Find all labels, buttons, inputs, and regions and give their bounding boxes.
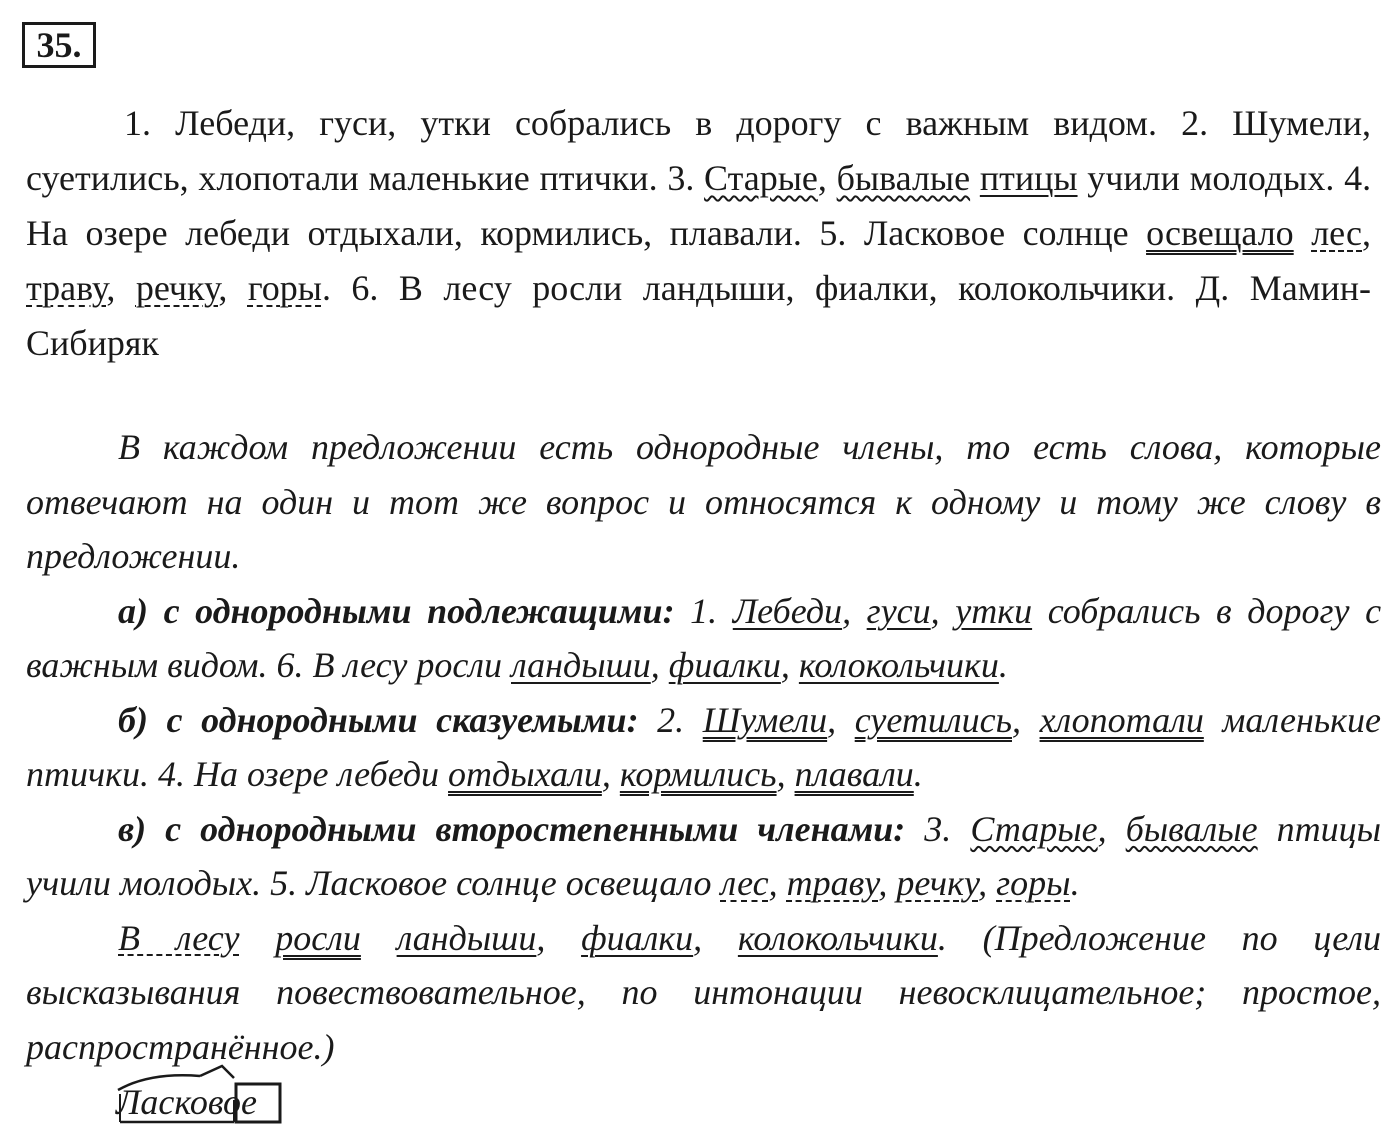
author: Д. Мамин-Сибиряк [26,268,1371,363]
subject-word: фиалки [581,917,694,958]
predicates-label: б) с однородными сказуемыми: [118,699,639,740]
sentence-number: 3. [924,808,952,849]
sentence-number: 1. [690,590,718,631]
predicate-word: отдыхали [448,754,602,794]
predicate-word: кормились [619,754,777,794]
morpheme-marks [110,1064,300,1134]
subject-word: колокольчики [737,917,938,958]
root-arc [118,1075,200,1090]
attribute-word: Старые [704,158,818,198]
intro-paragraph: В каждом предложении есть однородные члены, то есть слова, которые отвечают на один и тот же вопрос и относятся к одному и тому же слову в предложении. [26,427,1381,576]
subject-word: птицы [979,158,1078,198]
object-word: траву [786,863,879,903]
suffix-mark [200,1066,234,1078]
morpheme-analysis [110,1064,300,1134]
subjects-label: а) с однородными подлежащими: [118,590,675,631]
predicate-word: росли [275,917,361,958]
predicate-word: суетились [854,699,1012,740]
secondary-label: в) с однородными второстепенными членами: [118,808,906,849]
object-word: лес [1311,213,1363,253]
subject-word: утки [955,590,1033,631]
adverbial-word: В лесу [118,917,240,958]
predicates-paragraph: б) с однородными сказуемыми: 2. Шумели, суетились, хлопотали маленькие птички. 4. На озере лебеди отдыхали, кормились, плавали. [26,699,1381,794]
object-word: речку [135,268,219,308]
attribute-word: бывалые [836,158,971,198]
text-fragment: маленькие птички. 4. На озере лебеди [26,699,1381,794]
sentence-characteristics: (Предложение по цели высказывания повествовательное, по интонации невосклицательное; простое, распространённое.) [26,917,1382,1067]
subjects-paragraph: а) с однородными подлежащими: 1. Лебеди, гуси, утки собрались в дорогу с важным видом. 6. В лесу росли ландыши, фиалки, колокольчики. [26,590,1382,685]
object-word: лес [720,863,769,903]
sentence-2: 2. Шумели, суетились, хлопотали маленькие птички. [26,103,1371,198]
object-word: горы [996,863,1071,903]
predicate-word: хлопотали [1039,699,1204,740]
subject-word: колокольчики [798,645,999,685]
subject-word: ландыши [396,917,537,958]
analysis-section [26,420,1381,1074]
source-text: 1. Лебеди, гуси, утки собрались в дорогу с важным видом. 2. Шумели, суетились, хлопотали маленькие птички. 3. Старые, бывалые птицы учили молодых. 4. На озере лебеди отдыхали, кормились, плавали. 5. Ласковое солнце освещало лес, траву, речку, горы. 6. В лесу росли ландыши, фиалки, колокольчики. Д. Мамин-Сибиряк [26,103,1372,363]
sentence-1: 1. Лебеди, гуси, утки собрались в дорогу с важным видом. [124,103,1157,143]
secondary-paragraph: в) с однородными второстепенными членами: 3. Старые, бывалые птицы учили молодых. 5. Ласковое солнце освещало лес, траву, речку, горы. [26,808,1382,903]
subject-word: гуси [866,590,931,631]
ending-box [236,1084,280,1122]
parsed-sentence-paragraph: В лесу росли ландыши, фиалки, колокольчики. (Предложение по цели высказывания повествовательное, по интонации невосклицательное; простое, распространённое.) [26,917,1382,1067]
text-fragment: птицы учили молодых. 5. Ласковое солнце освещало [26,808,1382,903]
sentence-4: 4. На озере лебеди отдыхали, кормились, плавали. [26,158,1372,253]
object-word: речку [896,863,979,903]
subject-word: Лебеди [732,590,843,631]
attribute-word: Старые [970,808,1098,849]
predicate-word: Шумели [702,699,828,740]
subject-word: фиалки [668,645,781,685]
sentence-3-rest: учили молодых. [1087,158,1335,198]
object-word: горы [247,268,322,308]
attribute-word: бывалые [1125,808,1258,849]
object-word: траву [26,268,107,308]
morpheme-word: Ласковое [116,1082,257,1122]
sentence-number: 2. [657,699,685,740]
sentence-5-start: 5. Ласковое солнце [819,213,1129,253]
sentence-6: 6. В лесу росли ландыши, фиалки, колокольчики. [351,268,1176,308]
predicate-word: освещало [1146,213,1294,253]
subject-word: ландыши [511,645,651,685]
predicate-word: плавали [794,754,914,794]
text-fragment: собрались в дорогу с важным видом. 6. В лесу росли [26,590,1382,685]
exercise-number: 35. [22,22,96,68]
sentence-3-number: 3. [667,158,695,198]
